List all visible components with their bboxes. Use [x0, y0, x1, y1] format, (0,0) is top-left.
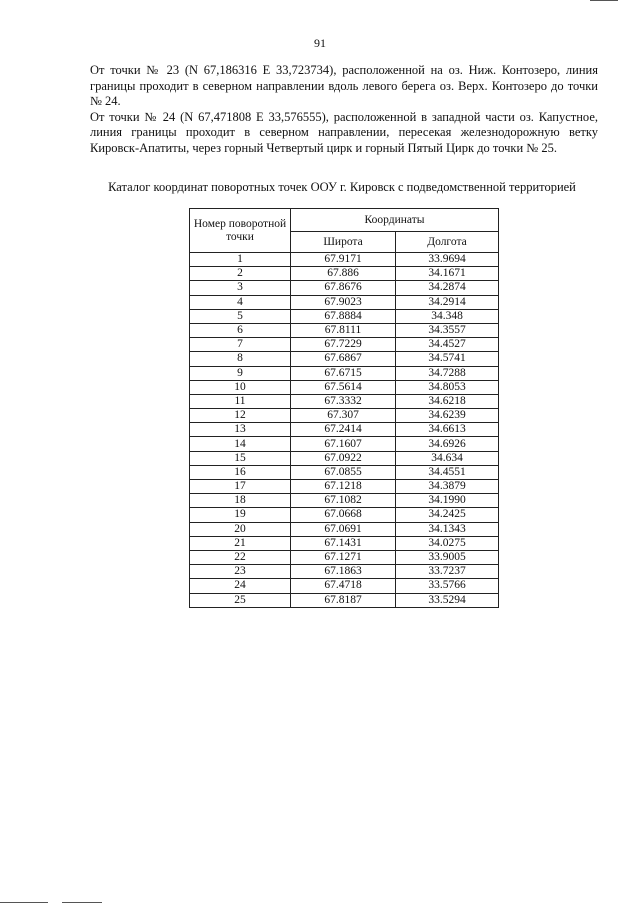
margin-line-top [590, 0, 618, 1]
cell-latitude: 67.8676 [291, 281, 396, 295]
cell-longitude: 34.2914 [396, 295, 499, 309]
cell-point-number: 25 [190, 593, 291, 607]
paragraph-point-24: От точки № 24 (N 67,471808 E 33,576555), расположенной в западной части оз. Капустное, линия границы проходит в северном направлении, пересекая железнодорожную ветку Кировск-Апатиты, через горный Четвертый цирк и горный Пятый Цирк до точки № 25. [90, 109, 598, 155]
table-row [190, 352, 499, 366]
cell-latitude: 67.1082 [291, 494, 396, 508]
table-title: Каталог координат поворотных точек ООУ г. Кировск с подведомственной территорией [108, 180, 576, 194]
cell-longitude: 33.5766 [396, 579, 499, 593]
cell-longitude: 33.9694 [396, 253, 499, 267]
cell-longitude: 33.9005 [396, 550, 499, 564]
cell-latitude: 67.8884 [291, 309, 396, 323]
table-row [190, 437, 499, 451]
cell-point-number: 23 [190, 565, 291, 579]
cell-latitude: 67.0922 [291, 451, 396, 465]
cell-latitude: 67.2414 [291, 423, 396, 437]
cell-latitude: 67.1218 [291, 480, 396, 494]
cell-longitude: 34.3879 [396, 480, 499, 494]
cell-point-number: 20 [190, 522, 291, 536]
cell-longitude: 34.4551 [396, 465, 499, 479]
cell-point-number: 17 [190, 480, 291, 494]
cell-point-number: 3 [190, 281, 291, 295]
cell-latitude: 67.6715 [291, 366, 396, 380]
table-row [190, 550, 499, 564]
cell-point-number: 15 [190, 451, 291, 465]
paragraph-point-23: От точки № 23 (N 67,186316 E 33,723734), расположенной на оз. Ниж. Контозеро, линия границы проходит в северном направлении вдоль левого берега оз. Верх. Контозеро до точки № 24. [90, 63, 598, 108]
cell-point-number: 16 [190, 465, 291, 479]
cell-point-number: 22 [190, 550, 291, 564]
cell-latitude: 67.0668 [291, 508, 396, 522]
coordinates-table [189, 208, 499, 608]
cell-latitude: 67.0691 [291, 522, 396, 536]
cell-latitude: 67.8187 [291, 593, 396, 607]
cell-longitude: 34.4527 [396, 338, 499, 352]
cell-latitude: 67.0855 [291, 465, 396, 479]
table-row [190, 423, 499, 437]
margin-line-bottom-middle [62, 902, 102, 903]
cell-point-number: 2 [190, 267, 291, 281]
cell-point-number: 21 [190, 536, 291, 550]
cell-latitude: 67.3332 [291, 394, 396, 408]
cell-longitude: 34.0275 [396, 536, 499, 550]
cell-point-number: 10 [190, 380, 291, 394]
cell-longitude: 34.3557 [396, 323, 499, 337]
cell-longitude: 33.7237 [396, 565, 499, 579]
cell-longitude: 34.6218 [396, 394, 499, 408]
cell-longitude: 34.1343 [396, 522, 499, 536]
table-row [190, 253, 499, 267]
table-row [190, 323, 499, 337]
cell-longitude: 34.7288 [396, 366, 499, 380]
cell-point-number: 19 [190, 508, 291, 522]
cell-point-number: 7 [190, 338, 291, 352]
cell-point-number: 8 [190, 352, 291, 366]
cell-point-number: 9 [190, 366, 291, 380]
cell-longitude: 34.1671 [396, 267, 499, 281]
table-row [190, 522, 499, 536]
table-row [190, 309, 499, 323]
table-row [190, 281, 499, 295]
table-row [190, 494, 499, 508]
cell-latitude: 67.1271 [291, 550, 396, 564]
cell-longitude: 34.6926 [396, 437, 499, 451]
cell-latitude: 67.1431 [291, 536, 396, 550]
table-row [190, 295, 499, 309]
cell-latitude: 67.9023 [291, 295, 396, 309]
cell-longitude: 34.6239 [396, 409, 499, 423]
cell-point-number: 18 [190, 494, 291, 508]
cell-latitude: 67.1863 [291, 565, 396, 579]
table-row [190, 338, 499, 352]
table-row [190, 579, 499, 593]
table-body [190, 253, 499, 608]
margin-line-bottom-left [0, 902, 48, 903]
cell-point-number: 14 [190, 437, 291, 451]
table-row [190, 536, 499, 550]
table-row [190, 465, 499, 479]
cell-longitude: 34.6613 [396, 423, 499, 437]
header-coordinates: Координаты [291, 209, 499, 232]
table-row [190, 409, 499, 423]
cell-longitude: 33.5294 [396, 593, 499, 607]
table-row [190, 267, 499, 281]
cell-latitude: 67.886 [291, 267, 396, 281]
cell-latitude: 67.307 [291, 409, 396, 423]
cell-point-number: 12 [190, 409, 291, 423]
cell-point-number: 1 [190, 253, 291, 267]
header-latitude: Широта [291, 232, 396, 253]
cell-point-number: 5 [190, 309, 291, 323]
cell-longitude: 34.2874 [396, 281, 499, 295]
cell-latitude: 67.8111 [291, 323, 396, 337]
cell-latitude: 67.6867 [291, 352, 396, 366]
table-row [190, 366, 499, 380]
cell-latitude: 67.4718 [291, 579, 396, 593]
cell-longitude: 34.8053 [396, 380, 499, 394]
cell-point-number: 4 [190, 295, 291, 309]
table-row [190, 593, 499, 607]
cell-point-number: 11 [190, 394, 291, 408]
page-number: 91 [314, 36, 326, 50]
cell-longitude: 34.634 [396, 451, 499, 465]
table-row [190, 451, 499, 465]
table-row [190, 394, 499, 408]
cell-longitude: 34.348 [396, 309, 499, 323]
cell-point-number: 24 [190, 579, 291, 593]
cell-latitude: 67.9171 [291, 253, 396, 267]
cell-longitude: 34.5741 [396, 352, 499, 366]
cell-longitude: 34.2425 [396, 508, 499, 522]
cell-latitude: 67.1607 [291, 437, 396, 451]
table-row [190, 565, 499, 579]
cell-latitude: 67.5614 [291, 380, 396, 394]
table-row [190, 508, 499, 522]
cell-longitude: 34.1990 [396, 494, 499, 508]
cell-point-number: 13 [190, 423, 291, 437]
table-row [190, 480, 499, 494]
body-text [90, 63, 598, 156]
table-row [190, 380, 499, 394]
header-longitude: Долгота [396, 232, 499, 253]
header-point-number: Номер поворотной точки [190, 209, 291, 253]
cell-point-number: 6 [190, 323, 291, 337]
cell-latitude: 67.7229 [291, 338, 396, 352]
